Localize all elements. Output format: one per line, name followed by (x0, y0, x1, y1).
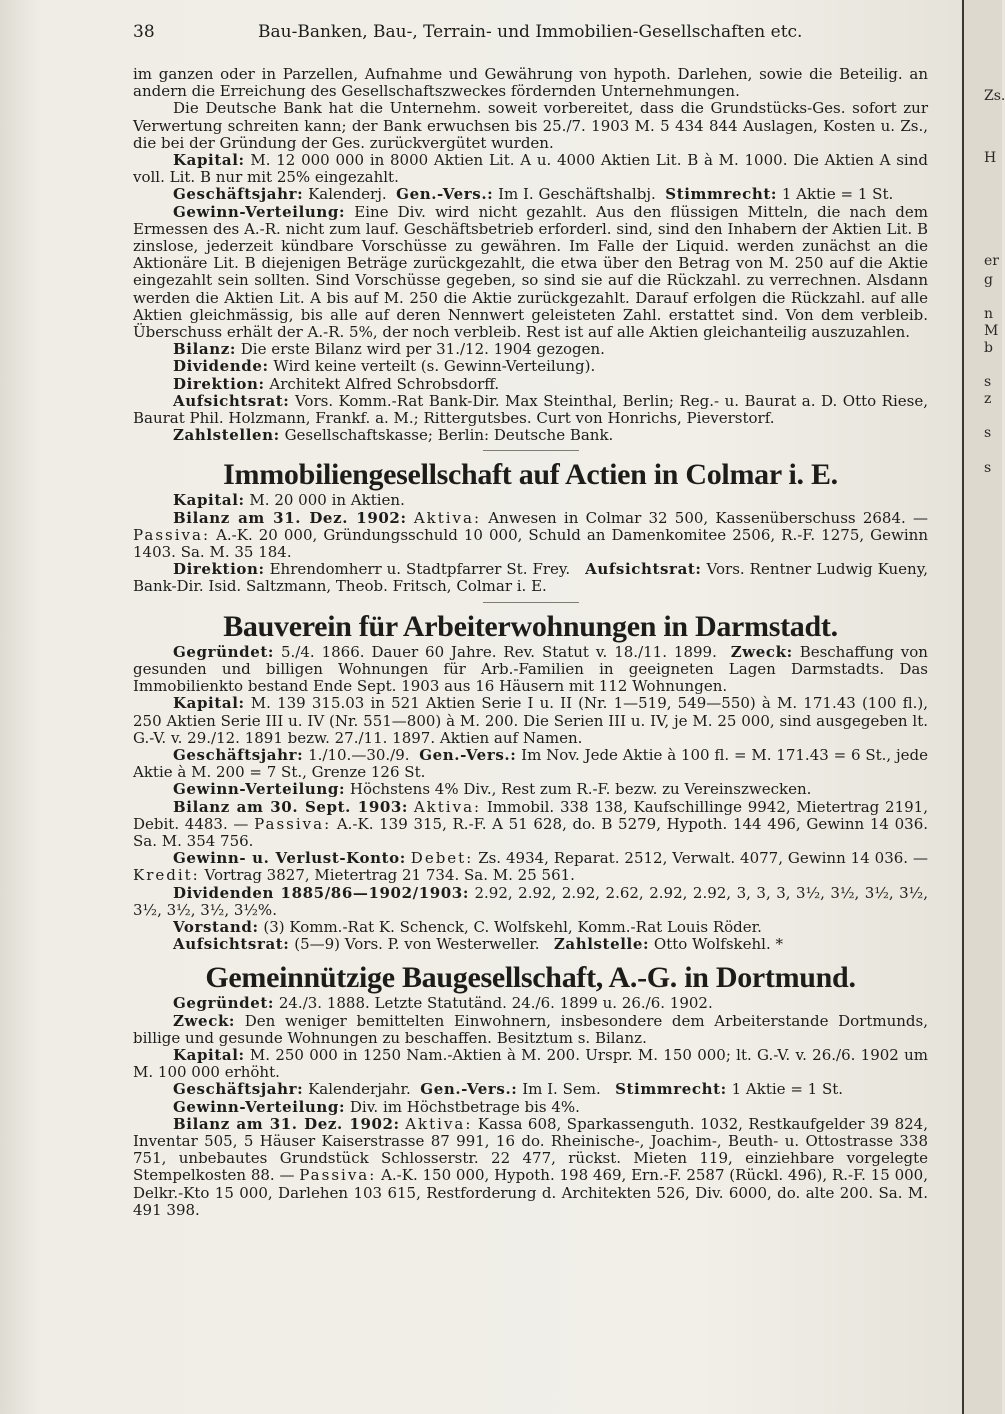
section-colmar (133, 458, 928, 595)
section-continued-entry (133, 66, 928, 444)
edge-fragment: H (984, 150, 997, 166)
page-content (133, 66, 928, 1219)
geschaeftsjahr-entry: Geschäftsjahr: Kalenderj. Gen.-Vers.: Im I. Geschäftshalbj. Stimmrecht: 1 Aktie = 1 St. (173, 185, 894, 204)
edge-fragment: s (984, 374, 992, 390)
edge-fragment: er (984, 253, 999, 269)
geschaeftsjahr-entry: Geschäftsjahr: Kalenderjahr. Gen.-Vers.: Im I. Sem. Stimmrecht: 1 Aktie = 1 St. (173, 1080, 844, 1099)
page-number: 38 (133, 22, 155, 42)
paragraph: Die Deutsche Bank hat die Unternehm. soweit vorbereitet, dass die Grundstücks-Ges. sofort zur Verwertung schreiten kann; der Bank erwuchsen bis 25./7. 1903 M. 5 434 844 Auslagen, Kosten u. Zs., die bei der Gründung der Ges. zurückvergütet wurden. (133, 99, 928, 152)
edge-fragment: M (984, 323, 999, 339)
edge-fragment: Zs. (984, 88, 1005, 104)
bilanz-entry: Bilanz am 31. Dez. 1902: Aktiva: Anwesen in Colmar 32 500, Kassenüberschuss 2684. — Passiva: A.-K. 20 000, Gründungsschuld 10 000, Schuld an Damenkomitee 2506, R.-F. 1275, Gewinn 1403. Sa. M. 35 184. (133, 508, 928, 562)
edge-fragment: z (984, 391, 992, 407)
edge-fragment: s (984, 425, 992, 441)
direktion-entry: Direktion: Ehrendomherr u. Stadtpfarrer St. Frey. Aufsichtsrat: Vors. Rentner Ludwig Kueny, Bank-Dir. Isid. Saltzmann, Theob. Fritsch, Colmar i. E. (133, 560, 928, 596)
section-title: Immobiliengesellschaft auf Actien in Colmar i. E. (223, 458, 838, 492)
kapital-entry: Kapital: M. 250 000 in 1250 Nam.-Aktien à M. 200. Urspr. M. 150 000; lt. G.-V. v. 26./6. 1902 um M. 100 000 erhöht. (133, 1045, 928, 1082)
section-divider (483, 602, 579, 603)
gewinn-verteilung-entry: Gewinn-Verteilung: Höchstens 4% Div., Rest zum R.-F. bezw. zu Vereinszwecken. (173, 780, 812, 799)
paragraph: im ganzen oder in Parzellen, Aufnahme und Gewährung von hypoth. Darlehen, sowie die Beteilig. an andern die Erreichung des Gesellschaftszweckes fördernden Unternehmungen. (133, 65, 928, 101)
gegruendet-entry: Gegründet: 24./3. 1888. Letzte Statutänd. 24./6. 1899 u. 26./6. 1902. (173, 994, 713, 1013)
section-divider (483, 450, 579, 451)
kapital-entry: Kapital: M. 12 000 000 in 8000 Aktien Lit. A u. 4000 Aktien Lit. B à M. 1000. Die Aktien A sind voll. Lit. B nur mit 25% eingezahlt. (133, 151, 928, 187)
edge-fragment: n (984, 306, 994, 322)
gewinn-verteilung-entry: Gewinn-Verteilung: Eine Div. wird nicht gezahlt. Aus den flüssigen Mitteln, die nach dem Ermessen des A.-R. nicht zum lauf. Geschäftsbetrieb erforderl. sind, sind den Inhabern der Aktien Lit. B zinslose, jederzeit kündbare Vorschüsse zu gewähren. Im Falle der Liquid. werden zunächst an die Aktionäre Lit. B diejenigen Beträge zurückgezahlt, die etwa über den Betrag von M. 250 auf die Aktie eingezahlt sein sollten. Sind Vorschüsse gegeben, so sind sie auf die Rückzahl. zu verrechnen. Alsdann werden die Aktien Lit. A bis auf M. 250 die Aktie zurückgezahlt. Darauf erfolgen die Rückzahl. auf alle Aktien gleichmässig, bis alle auf deren Nennwert geleisteten Zahl. erstattet sind. Von dem verbleib. Überschuss erhält der A.-R. 5%, der noch verbleib. Rest ist auf alle Aktien gleichanteilig auszuzahlen. (133, 202, 928, 342)
running-title: Bau-Banken, Bau-, Terrain- und Immobilien-Gesellschaften etc. (258, 22, 803, 42)
gegruendet-entry: Gegründet: 5./4. 1866. Dauer 60 Jahre. Rev. Statut v. 18./11. 1899. Zweck: Beschaffung von gesunden und billigen Wohnungen für Arb.-Familien in geeigneten Lagen Darmstadts. Das Immobilienkto bestand Ende Sept. 1903 aus 16 Häusern mit 112 Wohnungen. (133, 642, 928, 696)
section-title: Gemeinnützige Baugesellschaft, A.-G. in Dortmund. (205, 961, 856, 995)
vorstand-entry: Vorstand: (3) Komm.-Rat K. Schenck, C. Wolfskehl, Komm.-Rat Louis Röder. (173, 917, 762, 936)
section-title: Bauverein für Arbeiterwohnungen in Darmstadt. (223, 609, 838, 643)
adjacent-page-edge (962, 0, 1005, 1414)
bilanz-entry: Bilanz am 30. Sept. 1903: Aktiva: Immobil. 338 138, Kaufschillinge 9942, Mietertrag 2191, Debit. 4483. — Passiva: A.-K. 139 315, R.-F. A 51 628, do. B 5279, Hypoth. 144 496, Gewinn 14 036. Sa. M. 354 756. (133, 797, 929, 850)
bilanz-entry: Bilanz: Die erste Bilanz wird per 31./12. 1904 gezogen. (173, 340, 605, 359)
dividenden-entry: Dividenden 1885/86—1902/1903: 2.92, 2.92, 2.92, 2.62, 2.92, 2.92, 3, 3, 3, 3½, 3½, 3½, 3½, 3½, 3½, 3½, 3½%. (133, 883, 928, 919)
kapital-entry: Kapital: M. 139 315.03 in 521 Aktien Serie I u. II (Nr. 1—519, 549—550) à M. 171.43 (100 fl.), 250 Aktien Serie III u. IV (Nr. 551—800) à M. 200. Die Serien III u. IV, je M. 25 000, sind ausgegeben lt. G.-V. v. 29./12. 1891 bezw. 27./11. 1897. Aktien auf Namen. (133, 694, 928, 747)
kapital-entry: Kapital: M. 20 000 in Aktien. (173, 491, 405, 510)
aufsichtsrat-entry: Aufsichtsrat: Vors. Komm.-Rat Bank-Dir. Max Steinthal, Berlin; Reg.- u. Baurat a. D. Otto Riese, Baurat Phil. Holzmann, Frankf. a. M.; Rittergutsbes. Curt von Honrichs, Pieverstorf. (133, 391, 928, 428)
direktion-entry: Direktion: Architekt Alfred Schrobsdorff. (173, 374, 500, 393)
section-darmstadt (133, 610, 928, 954)
gewinn-verlust-entry: Gewinn- u. Verlust-Konto: Debet: Zs. 4934, Reparat. 2512, Verwalt. 4077, Gewinn 14 036. — Kredit: Vortrag 3827, Mietertrag 21 734. Sa. M. 25 561. (133, 849, 928, 885)
aufsichtsrat-entry: Aufsichtsrat: (5—9) Vors. P. von Westerweller. Zahlstelle: Otto Wolfskehl. * (173, 935, 783, 954)
edge-fragment: b (984, 340, 993, 356)
edge-fragment: g (984, 272, 993, 288)
section-dortmund (133, 961, 928, 1219)
geschaeftsjahr-entry: Geschäftsjahr: 1./10.—30./9. Gen.-Vers.: Im Nov. Jede Aktie à 100 fl. = M. 171.43 = 6 St., jede Aktie à M. 200 = 7 St., Grenze 126 St. (133, 745, 928, 782)
gewinn-verteilung-entry: Gewinn-Verteilung: Div. im Höchstbetrage bis 4%. (173, 1097, 580, 1116)
page-header (133, 22, 933, 48)
zweck-entry: Zweck: Den weniger bemittelten Einwohnern, insbesondere dem Arbeiterstande Dortmunds, billige und gesunde Wohnungen zu beschaffen. Besitztum s. Bilanz. (133, 1011, 928, 1047)
zahlstellen-entry: Zahlstellen: Gesellschaftskasse; Berlin: Deutsche Bank. (173, 426, 614, 445)
bilanz-entry: Bilanz am 31. Dez. 1902: Aktiva: Kassa 608, Sparkassenguth. 1032, Restkaufgelder 39 824, Inventar 505, 5 Häuser Kaiserstrasse 87 991, 16 do. Rheinische-, Joachim-, Beuth- u. Ottostrasse 338 751, unbebautes Grundstück Schlosserstr. 22 477, rückst. Mieten 119, einziehbare vorgelegte Stempelkosten 88. — Passiva: A.-K. 150 000, Hypoth. 198 469, Ern.-F. 2587 (Rückl. 496), R.-F. 15 000, Delkr.-Kto 15 000, Darlehen 103 615, Restforderung d. Architekten 526, Div. 6000, do. alte 200. Sa. M. 491 398. (133, 1114, 928, 1219)
dividende-entry: Dividende: Wird keine verteilt (s. Gewinn-Verteilung). (173, 357, 596, 376)
edge-fragment: s (984, 460, 992, 476)
